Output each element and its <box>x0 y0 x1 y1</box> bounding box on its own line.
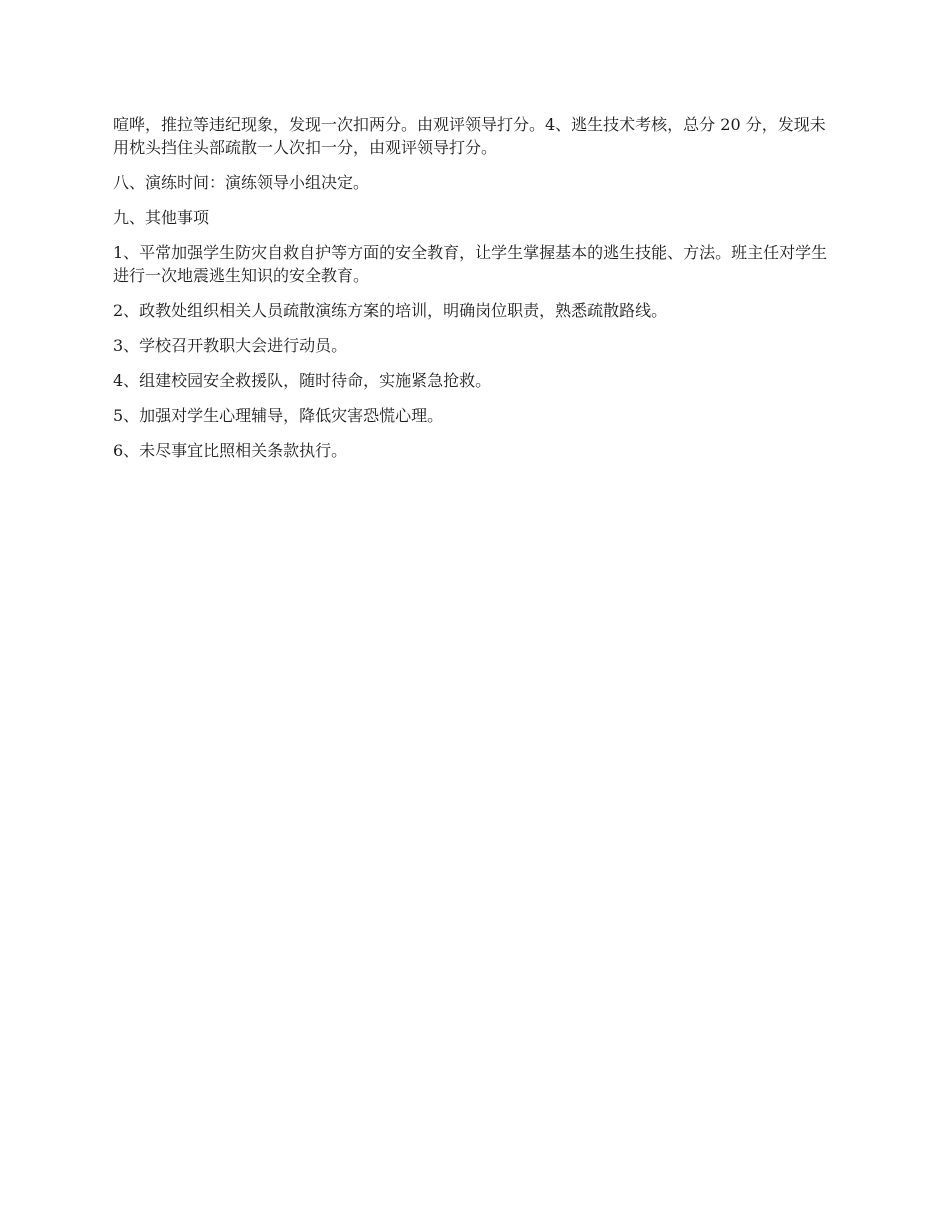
list-item: 2、政教处组织相关人员疏散演练方案的培训，明确岗位职责，熟悉疏散路线。 <box>113 301 668 320</box>
list-item: 1、平常加强学生防灾自救自护等方面的安全教育，让学生掌握基本的逃生技能、方法。班主任对学生进行一次地震逃生知识的安全教育。 <box>113 243 828 285</box>
list-item: 6、未尽事宜比照相关条款执行。 <box>113 441 348 460</box>
list-item: 3、学校召开教职大会进行动员。 <box>113 336 348 355</box>
list-item: 4、组建校园安全救援队，随时待命，实施紧急抢救。 <box>113 371 492 390</box>
paragraph-scoring-rules: 喧哗，推拉等违纪现象，发现一次扣两分。由观评领导打分。4、逃生技术考核，总分 20 分，发现未用枕头挡住头部疏散一人次扣一分，由观评领导打分。 <box>113 115 826 157</box>
section-heading-other-matters: 九、其他事项 <box>113 208 210 227</box>
list-item: 5、加强对学生心理辅导，降低灾害恐慌心理。 <box>113 406 444 425</box>
document-body <box>113 113 841 474</box>
paragraph-drill-time: 八、演练时间：演练领导小组决定。 <box>113 173 370 192</box>
